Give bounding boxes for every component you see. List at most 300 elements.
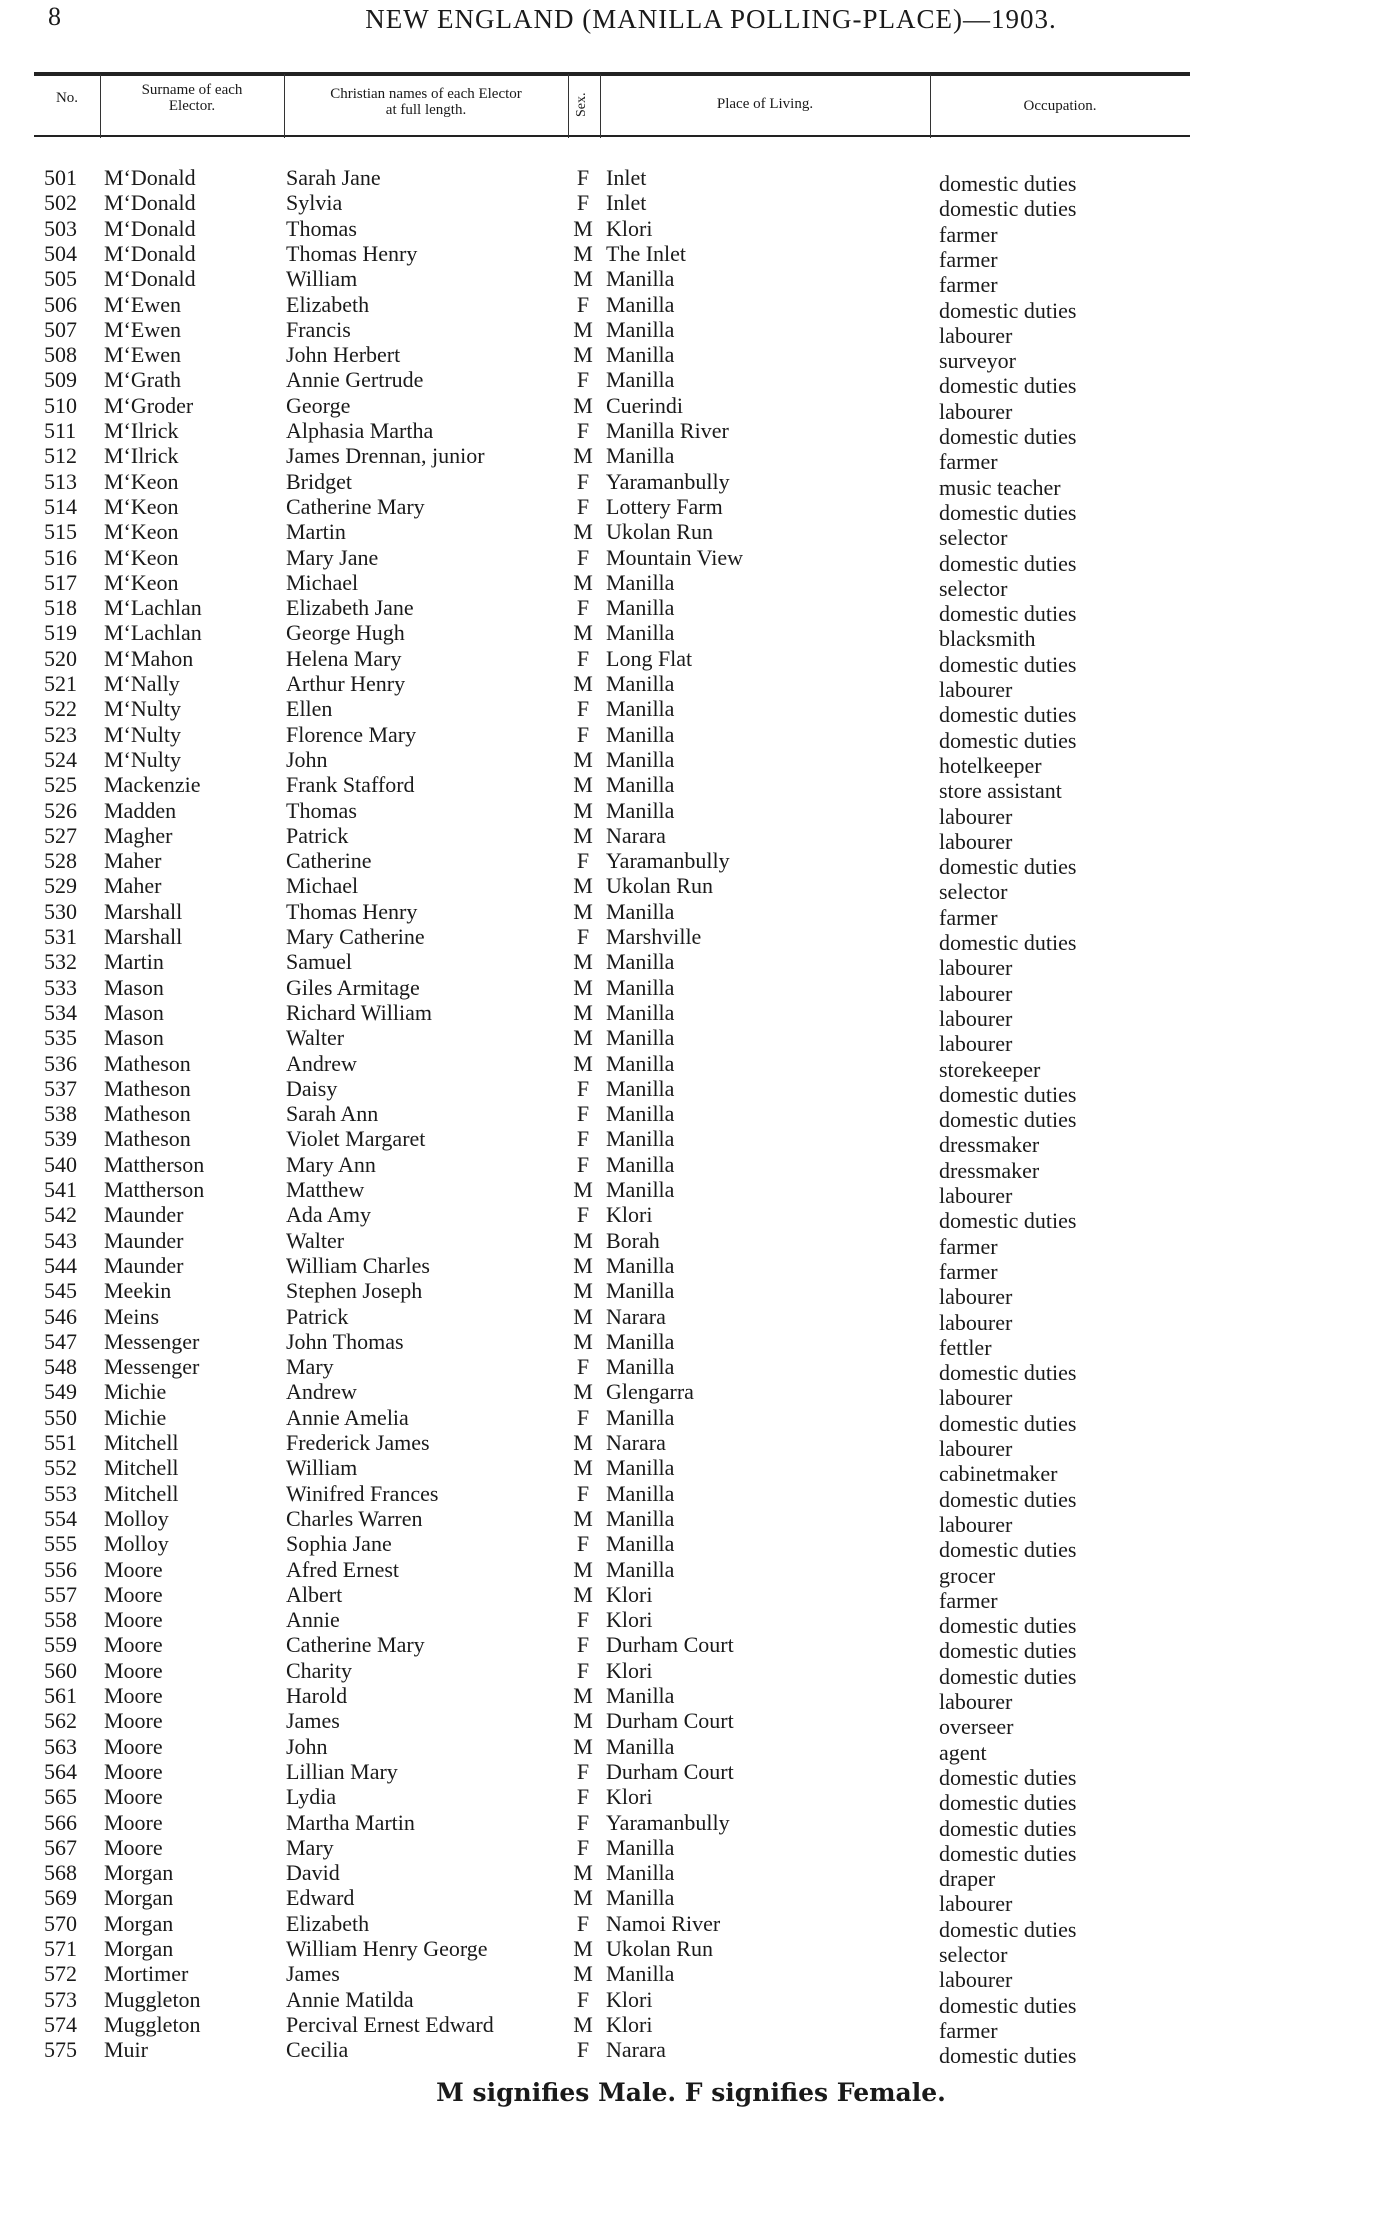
elector-occupation: storekeeper (939, 1056, 1041, 1082)
elector-surname: Mason (104, 999, 164, 1025)
elector-place: Manilla (606, 1050, 675, 1076)
table-row (0, 1733, 1382, 1765)
elector-number: 506 (44, 291, 77, 317)
elector-occupation: domestic duties (939, 171, 1077, 196)
elector-number: 505 (44, 266, 77, 292)
elector-sex: M (573, 873, 593, 899)
page-title: NEW ENGLAND (MANILLA POLLING-PLACE)—1903. (365, 4, 1057, 34)
elector-sex: F (576, 848, 590, 874)
elector-christian-names: Catherine Mary (286, 1632, 425, 1658)
elector-number: 525 (44, 772, 77, 798)
elector-place: Narara (606, 822, 666, 848)
sex-legend-footnote: M signifies Male. F signifies Female. (436, 2078, 946, 2107)
table-row (0, 190, 1382, 222)
elector-surname: Muggleton (104, 1986, 201, 2012)
elector-place: Manilla (606, 1885, 675, 1911)
elector-christian-names: William (286, 266, 358, 292)
elector-occupation: domestic duties (939, 1486, 1077, 1512)
elector-surname: M‘Donald (104, 165, 196, 190)
table-row (0, 1531, 1382, 1563)
elector-christian-names: Edward (286, 1885, 355, 1911)
elector-surname: Moore (104, 1708, 163, 1734)
elector-surname: Moore (104, 1834, 163, 1860)
elector-place: Durham Court (606, 1632, 734, 1658)
elector-occupation: domestic duties (939, 297, 1077, 323)
elector-place: Manilla (606, 1480, 675, 1506)
table-row (0, 291, 1382, 323)
table-row (0, 1430, 1382, 1461)
elector-occupation: labourer (939, 398, 1013, 424)
elector-surname: M‘Lachlan (104, 595, 202, 621)
elector-surname: Marshall (104, 924, 183, 949)
elector-christian-names: Samuel (286, 949, 352, 975)
elector-sex: F (576, 1531, 590, 1557)
elector-occupation: domestic duties (939, 2043, 1077, 2069)
elector-number: 501 (44, 165, 77, 190)
elector-occupation: domestic duties (939, 854, 1077, 880)
elector-number: 503 (44, 215, 77, 241)
elector-occupation: selector (939, 879, 1008, 905)
elector-christian-names: George Hugh (286, 620, 405, 646)
elector-number: 551 (44, 1430, 77, 1455)
elector-christian-names: Helena Mary (286, 645, 402, 671)
elector-place: Namoi River (606, 1910, 721, 1936)
elector-occupation: domestic duties (939, 1410, 1077, 1436)
table-row (0, 392, 1382, 424)
elector-place: Manilla (606, 671, 675, 696)
table-row (0, 493, 1382, 525)
elector-place: Manilla (606, 746, 675, 772)
elector-occupation: fettler (939, 1334, 992, 1360)
elector-sex: M (573, 1227, 593, 1253)
elector-christian-names: Daisy (286, 1075, 338, 1101)
table-row (0, 1354, 1382, 1386)
elector-surname: Molloy (104, 1531, 169, 1557)
elector-christian-names: Andrew (286, 1050, 357, 1076)
elector-christian-names: Michael (286, 873, 359, 899)
elector-occupation: domestic duties (939, 702, 1077, 728)
elector-surname: M‘Lachlan (104, 620, 202, 646)
elector-christian-names: Stephen Joseph (286, 1278, 423, 1304)
elector-occupation: farmer (939, 1587, 998, 1613)
elector-place: Manilla (606, 1075, 675, 1101)
elector-occupation: labourer (939, 828, 1013, 854)
elector-sex: M (573, 974, 593, 1000)
elector-place: Yaramanbully (606, 1809, 730, 1835)
elector-sex: M (573, 519, 593, 545)
elector-sex: M (573, 569, 593, 595)
table-row (0, 165, 1382, 196)
elector-christian-names: Bridget (286, 468, 352, 494)
elector-number: 564 (44, 1758, 77, 1784)
elector-christian-names: John Herbert (286, 342, 401, 368)
elector-place: Manilla (606, 949, 675, 975)
elector-occupation: dressmaker (939, 1157, 1040, 1183)
elector-number: 563 (44, 1733, 77, 1759)
elector-place: Manilla (606, 1556, 675, 1582)
elector-sex: F (576, 1126, 590, 1152)
elector-christian-names: Mary Ann (286, 1151, 376, 1177)
elector-place: Manilla (606, 1328, 675, 1354)
elector-number: 550 (44, 1404, 77, 1430)
elector-place: Manilla (606, 1531, 675, 1557)
elector-christian-names: Violet Margaret (286, 1126, 426, 1152)
elector-surname: Moore (104, 1809, 163, 1835)
elector-surname: Matheson (104, 1050, 191, 1076)
table-row (0, 1101, 1382, 1133)
elector-christian-names: Richard William (286, 999, 432, 1025)
elector-sex: M (573, 1430, 593, 1455)
table-row (0, 1986, 1382, 2018)
elector-occupation: labourer (939, 1005, 1013, 1031)
elector-place: Manilla River (606, 418, 729, 443)
table-row (0, 1936, 1382, 1967)
elector-sex: M (573, 1733, 593, 1759)
elector-sex: M (573, 1025, 593, 1051)
elector-surname: Maher (104, 873, 162, 899)
table-row (0, 544, 1382, 576)
elector-place: The Inlet (606, 240, 687, 266)
elector-number: 553 (44, 1480, 77, 1506)
table-row (0, 468, 1382, 500)
table-row (0, 1455, 1382, 1487)
page-number: 8 (48, 2, 61, 31)
elector-christian-names: Albert (286, 1581, 343, 1607)
elector-sex: M (573, 215, 593, 241)
elector-christian-names: Charles Warren (286, 1505, 423, 1531)
elector-number: 559 (44, 1632, 77, 1658)
elector-christian-names: Annie Gertrude (286, 367, 424, 393)
elector-number: 543 (44, 1227, 77, 1253)
elector-sex: F (576, 1910, 590, 1936)
elector-sex: M (573, 342, 593, 368)
elector-sex: F (576, 493, 590, 519)
elector-place: Manilla (606, 1151, 675, 1177)
elector-place: Cuerindi (606, 392, 683, 418)
elector-place: Manilla (606, 1025, 675, 1051)
elector-surname: Madden (104, 797, 177, 823)
elector-number: 554 (44, 1505, 77, 1531)
table-row (0, 1505, 1382, 1537)
elector-christian-names: William (286, 1455, 358, 1481)
elector-number: 555 (44, 1531, 77, 1557)
column-header-surname-line2: Elector. (168, 98, 216, 114)
elector-number: 539 (44, 1126, 77, 1152)
elector-number: 572 (44, 1961, 77, 1987)
table-row (0, 999, 1382, 1031)
elector-occupation: labourer (939, 677, 1013, 702)
elector-place: Inlet (606, 190, 647, 216)
elector-occupation: store assistant (939, 778, 1062, 804)
elector-occupation: domestic duties (939, 196, 1077, 222)
elector-place: Manilla (606, 1860, 675, 1886)
elector-occupation: agent (939, 1739, 987, 1765)
elector-sex: M (573, 898, 593, 924)
elector-place: Marshville (606, 924, 702, 949)
elector-number: 512 (44, 443, 77, 469)
elector-surname: Moore (104, 1784, 163, 1810)
elector-christian-names: Cecilia (286, 2037, 349, 2063)
elector-number: 561 (44, 1683, 77, 1708)
elector-number: 533 (44, 974, 77, 1000)
elector-number: 536 (44, 1050, 77, 1076)
header-top-rule (34, 72, 1190, 76)
elector-place: Klori (606, 1784, 653, 1810)
column-divider (568, 74, 569, 138)
elector-occupation: domestic duties (939, 1107, 1077, 1133)
elector-occupation: farmer (939, 449, 998, 475)
elector-occupation: labourer (939, 1689, 1013, 1714)
elector-occupation: farmer (939, 904, 998, 930)
table-row (0, 1303, 1382, 1335)
table-row (0, 1177, 1382, 1208)
elector-place: Ukolan Run (606, 519, 713, 545)
elector-christian-names: Harold (286, 1683, 348, 1708)
elector-number: 514 (44, 493, 77, 519)
elector-occupation: farmer (939, 221, 998, 247)
elector-sex: M (573, 999, 593, 1025)
elector-christian-names: Mary Catherine (286, 924, 425, 949)
elector-number: 568 (44, 1860, 77, 1886)
elector-place: Durham Court (606, 1758, 734, 1784)
elector-occupation: domestic duties (939, 601, 1077, 627)
elector-number: 524 (44, 746, 77, 772)
table-row (0, 1075, 1382, 1107)
elector-christian-names: Frederick James (286, 1430, 430, 1455)
table-row (0, 1126, 1382, 1158)
elector-surname: Meins (104, 1303, 159, 1329)
elector-christian-names: Walter (286, 1025, 345, 1051)
elector-sex: M (573, 1455, 593, 1481)
elector-christian-names: William Henry George (286, 1936, 488, 1961)
table-row (0, 1784, 1382, 1816)
elector-sex: M (573, 392, 593, 418)
elector-sex: F (576, 1809, 590, 1835)
elector-occupation: selector (939, 525, 1008, 551)
elector-place: Manilla (606, 1505, 675, 1531)
elector-surname: M‘Nulty (104, 746, 181, 772)
elector-sex: F (576, 696, 590, 722)
elector-number: 552 (44, 1455, 77, 1481)
table-row (0, 418, 1382, 449)
elector-christian-names: Afred Ernest (286, 1556, 400, 1582)
elector-number: 510 (44, 392, 77, 418)
elector-surname: M‘Donald (104, 190, 196, 216)
elector-occupation: surveyor (939, 348, 1016, 374)
elector-number: 502 (44, 190, 77, 216)
elector-number: 538 (44, 1101, 77, 1127)
elector-surname: Matheson (104, 1101, 191, 1127)
elector-christian-names: Thomas Henry (286, 898, 418, 924)
elector-number: 507 (44, 316, 77, 342)
elector-surname: M‘Mahon (104, 645, 194, 671)
elector-occupation: domestic duties (939, 1360, 1077, 1386)
table-row (0, 1885, 1382, 1917)
elector-surname: Moore (104, 1632, 163, 1658)
elector-occupation: labourer (939, 1031, 1013, 1057)
table-row (0, 645, 1382, 677)
elector-place: Klori (606, 1581, 653, 1607)
table-row (0, 721, 1382, 753)
elector-sex: F (576, 721, 590, 747)
table-row (0, 1227, 1382, 1259)
elector-place: Narara (606, 1303, 666, 1329)
elector-sex: M (573, 316, 593, 342)
elector-number: 567 (44, 1834, 77, 1860)
elector-sex: M (573, 1303, 593, 1329)
elector-place: Klori (606, 2011, 653, 2037)
elector-surname: M‘Nulty (104, 721, 181, 747)
elector-occupation: overseer (939, 1714, 1014, 1740)
elector-surname: Morgan (104, 1860, 174, 1886)
elector-sex: F (576, 468, 590, 494)
table-row (0, 367, 1382, 399)
elector-place: Manilla (606, 569, 675, 595)
elector-surname: M‘Nally (104, 671, 180, 696)
elector-sex: F (576, 291, 590, 317)
column-header-christian-line2: at full length. (385, 102, 467, 118)
elector-christian-names: Lydia (286, 1784, 337, 1810)
column-header-surname-line1: Surname of each (141, 82, 243, 98)
elector-number: 570 (44, 1910, 77, 1936)
elector-place: Manilla (606, 898, 675, 924)
elector-occupation: cabinetmaker (939, 1461, 1058, 1487)
elector-surname: Michie (104, 1379, 167, 1405)
elector-surname: Mason (104, 974, 164, 1000)
elector-christian-names: Thomas (286, 797, 357, 823)
elector-sex: M (573, 1860, 593, 1886)
elector-sex: M (573, 1278, 593, 1304)
elector-christian-names: William Charles (286, 1252, 430, 1278)
elector-number: 545 (44, 1278, 77, 1304)
elector-sex: F (576, 1758, 590, 1784)
elector-number: 517 (44, 569, 77, 595)
elector-sex: M (573, 1252, 593, 1278)
elector-christian-names: Charity (286, 1657, 352, 1683)
elector-place: Manilla (606, 1404, 675, 1430)
elector-sex: M (573, 1505, 593, 1531)
elector-sex: F (576, 1075, 590, 1101)
elector-christian-names: Michael (286, 569, 359, 595)
elector-occupation: farmer (939, 1233, 998, 1259)
elector-number: 541 (44, 1177, 77, 1202)
elector-surname: M‘Nulty (104, 696, 181, 722)
elector-number: 522 (44, 696, 77, 722)
table-row (0, 1607, 1382, 1639)
elector-sex: F (576, 924, 590, 949)
elector-occupation: labourer (939, 980, 1013, 1006)
elector-sex: F (576, 595, 590, 621)
table-row (0, 1657, 1382, 1689)
elector-surname: Moore (104, 1607, 163, 1633)
elector-number: 527 (44, 822, 77, 848)
elector-number: 531 (44, 924, 77, 949)
elector-occupation: labourer (939, 955, 1013, 981)
table-row (0, 1860, 1382, 1892)
elector-place: Manilla (606, 1455, 675, 1481)
elector-christian-names: Winifred Frances (286, 1480, 439, 1506)
elector-number: 528 (44, 848, 77, 874)
elector-surname: M‘Donald (104, 215, 196, 241)
table-row (0, 1683, 1382, 1714)
elector-place: Manilla (606, 696, 675, 722)
elector-christian-names: Sarah Jane (286, 165, 381, 190)
elector-sex: M (573, 797, 593, 823)
table-row (0, 746, 1382, 778)
elector-surname: Morgan (104, 1885, 174, 1911)
elector-surname: Matheson (104, 1126, 191, 1152)
elector-occupation: domestic duties (939, 651, 1077, 677)
elector-surname: M‘Ewen (104, 316, 181, 342)
elector-number: 526 (44, 797, 77, 823)
table-row (0, 1252, 1382, 1284)
elector-place: Klori (606, 215, 653, 241)
elector-sex: M (573, 1936, 593, 1961)
elector-sex: F (576, 1986, 590, 2012)
elector-occupation: draper (939, 1866, 996, 1892)
elector-surname: Matheson (104, 1075, 191, 1101)
elector-place: Yaramanbully (606, 848, 730, 874)
elector-sex: M (573, 443, 593, 469)
elector-occupation: labourer (939, 1967, 1013, 1993)
elector-surname: Martin (104, 949, 164, 975)
elector-sex: M (573, 772, 593, 798)
table-row (0, 1480, 1382, 1512)
elector-occupation: domestic duties (939, 1992, 1077, 2018)
elector-occupation: domestic duties (939, 550, 1077, 576)
elector-number: 537 (44, 1075, 77, 1101)
table-row (0, 2037, 1382, 2069)
elector-christian-names: Arthur Henry (286, 671, 406, 696)
elector-surname: Moore (104, 1556, 163, 1582)
elector-surname: Muir (104, 2037, 148, 2063)
elector-sex: F (576, 1784, 590, 1810)
elector-number: 535 (44, 1025, 77, 1051)
elector-surname: Maher (104, 848, 162, 874)
elector-number: 534 (44, 999, 77, 1025)
elector-sex: M (573, 2011, 593, 2037)
elector-surname: Mitchell (104, 1480, 179, 1506)
table-row (0, 1708, 1382, 1740)
elector-occupation: labourer (939, 1891, 1013, 1917)
elector-place: Manilla (606, 974, 675, 1000)
elector-occupation: domestic duties (939, 930, 1077, 955)
table-row (0, 620, 1382, 652)
elector-christian-names: David (286, 1860, 340, 1886)
elector-sex: F (576, 165, 590, 190)
elector-place: Manilla (606, 266, 675, 292)
elector-christian-names: John Thomas (286, 1328, 404, 1354)
elector-sex: F (576, 1607, 590, 1633)
elector-surname: Marshall (104, 898, 183, 924)
elector-place: Manilla (606, 1961, 675, 1987)
elector-place: Manilla (606, 316, 675, 342)
elector-occupation: hotelkeeper (939, 752, 1042, 778)
elector-occupation: selector (939, 1942, 1008, 1967)
table-row (0, 1834, 1382, 1866)
elector-number: 573 (44, 1986, 77, 2012)
elector-place: Klori (606, 1986, 653, 2012)
elector-sex: F (576, 1151, 590, 1177)
elector-number: 544 (44, 1252, 77, 1278)
elector-place: Manilla (606, 1733, 675, 1759)
elector-surname: Maunder (104, 1227, 184, 1253)
elector-place: Manilla (606, 291, 675, 317)
elector-number: 516 (44, 544, 77, 570)
elector-number: 548 (44, 1354, 77, 1380)
elector-place: Glengarra (606, 1379, 694, 1405)
elector-place: Klori (606, 1657, 653, 1683)
